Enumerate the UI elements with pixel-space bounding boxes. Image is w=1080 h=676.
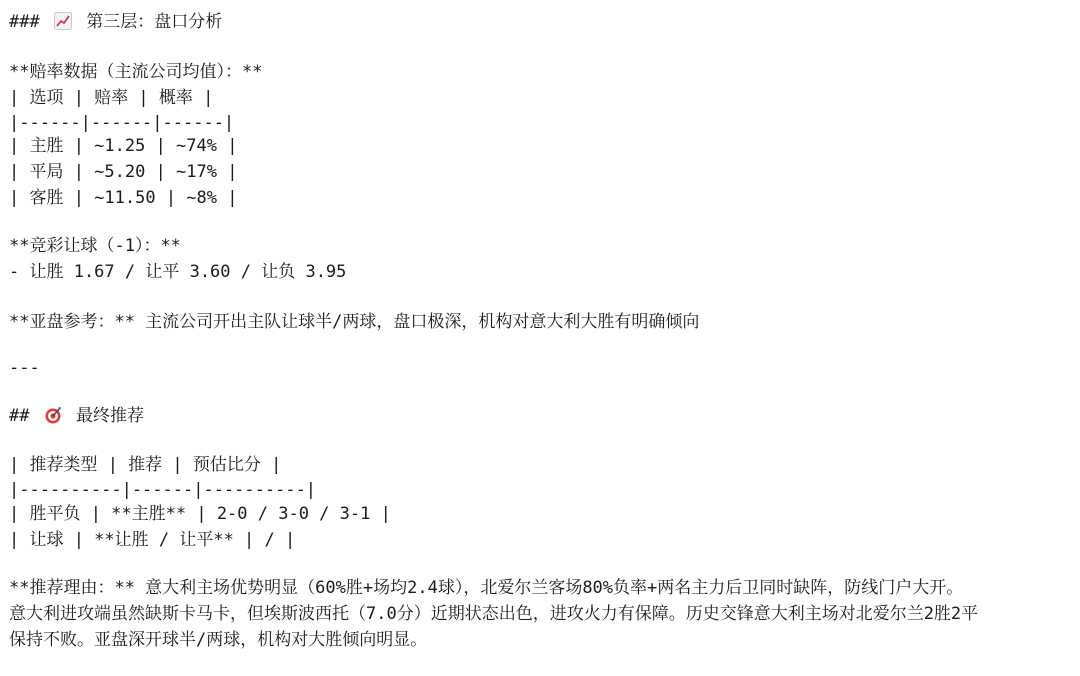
section3-heading: ### 第三层：盘口分析 — [9, 12, 223, 32]
reason-line-2: 意大利进攻端虽然缺斯卡马卡，但埃斯波西托（7.0分）近期状态出色，进攻火力有保障。历史交锋意大利主场对北爱尔兰2胜2平 — [9, 604, 979, 624]
final-heading: ## 最终推荐 — [9, 406, 144, 426]
reason-line-1: **推荐理由：** 意大利主场优势明显（60%胜+场均2.4球），北爱尔兰客场80%负率+两名主力后卫同时缺阵，防线门户大开。 — [9, 578, 964, 598]
asian-handicap-line: **亚盘参考：** 主流公司开出主队让球半/两球，盘口极深，机构对意大利大胜有明确倾向 — [9, 312, 700, 332]
chart-increasing-icon — [54, 12, 72, 30]
final-row-result: | 胜平负 | **主胜** | 2-0 / 3-0 / 3-1 | — [9, 504, 391, 524]
odds-table-header: | 选项 | 赔率 | 概率 | — [9, 88, 214, 108]
odds-title: **赔率数据（主流公司均值）：** — [9, 62, 263, 82]
target-icon — [44, 406, 62, 424]
odds-table-separator: |------|------|------| — [9, 113, 235, 133]
odds-row-home: | 主胜 | ~1.25 | ~74% | — [9, 136, 238, 156]
handicap-title: **竞彩让球（-1）：** — [9, 236, 181, 256]
final-table-header: | 推荐类型 | 推荐 | 预估比分 | — [9, 455, 282, 475]
final-row-handicap: | 让球 | **让胜 / 让平** | / | — [9, 530, 296, 550]
handicap-line: - 让胜 1.67 / 让平 3.60 / 让负 3.95 — [9, 262, 347, 282]
divider: --- — [9, 358, 40, 378]
odds-row-away: | 客胜 | ~11.50 | ~8% | — [9, 188, 238, 208]
odds-row-draw: | 平局 | ~5.20 | ~17% | — [9, 162, 238, 182]
final-table-separator: |----------|------|----------| — [9, 480, 317, 500]
reason-line-3: 保持不败。亚盘深开球半/两球，机构对大胜倾向明显。 — [9, 630, 428, 650]
